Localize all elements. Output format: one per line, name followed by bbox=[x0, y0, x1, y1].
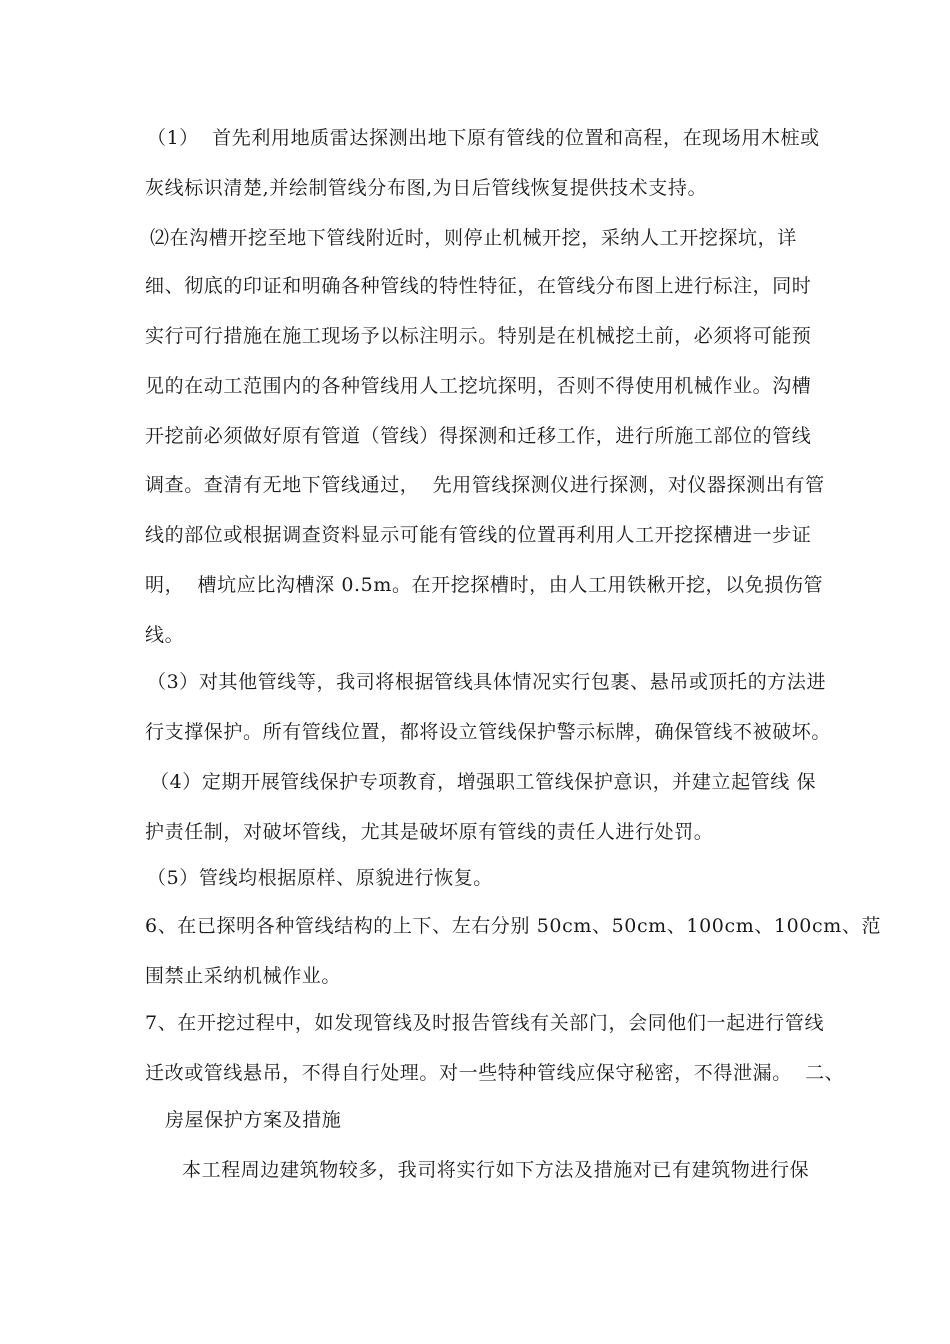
text-line-11: 线。 bbox=[145, 624, 185, 646]
text-line-2: 灰线标识清楚,并绘制管线分布图,为日后管线恢复提供技术支持。 bbox=[145, 177, 708, 199]
text-line-22: 本工程周边建筑物较多，我司将实行如下方法及措施对已有建筑物进行保 bbox=[182, 1159, 810, 1181]
text-line-6: 见的在动工范围内的各种管线用人工挖坑探明，否则不得使用机械作业。沟槽 bbox=[145, 375, 812, 397]
text-line-9: 线的部位或根据调查资料显示可能有管线的位置再利用人工开挖探槽进一步证 bbox=[145, 524, 812, 546]
text-line-19: 7、在开挖过程中，如发现管线及时报告管线有关部门，会同他们一起进行管线 bbox=[145, 1012, 825, 1034]
text-line-14: （4）定期开展管线保护专项教育，增强职工管线保护意识，并建立起管线 保 bbox=[150, 771, 817, 793]
text-line-18: 围禁止采纳机械作业。 bbox=[145, 965, 342, 987]
text-line-17: 6、在已探明各种管线结构的上下、左右分别 50cm、50cm、100cm、100cm、范 bbox=[145, 915, 882, 937]
text-line-13: 行支撑保护。所有管线位置，都将设立管线保护警示标牌，确保管线不被破坏。 bbox=[145, 721, 832, 743]
text-line-8: 调查。查清有无地下管线通过， 先用管线探测仪进行探测，对仪器探测出有管 bbox=[145, 474, 825, 496]
text-line-16: （5）管线均根据原样、原貌进行恢复。 bbox=[147, 867, 493, 889]
text-line-12: （3）对其他管线等，我司将根据管线具体情况实行包裹、悬吊或顶托的方法进 bbox=[147, 671, 827, 693]
text-line-1: （1） 首先利用地质雷达探测出地下原有管线的位置和高程，在现场用木桩或 bbox=[147, 127, 820, 149]
text-line-7: 开挖前必须做好原有管道（管线）得探测和迁移工作，进行所施工部位的管线 bbox=[145, 425, 812, 447]
text-line-10: 明， 槽坑应比沟槽深 0.5m。在开挖探槽时，由人工用铁楸开挖，以免损伤管 bbox=[145, 574, 824, 596]
text-line-5: 实行可行措施在施工现场予以标注明示。特别是在机械挖土前，必须将可能预 bbox=[145, 325, 812, 347]
text-line-3: ⑵在沟槽开挖至地下管线附近时，则停止机械开挖，采纳人工开挖探坑，详 bbox=[150, 227, 797, 249]
text-line-4: 细、彻底的印证和明确各种管线的特性特征，在管线分布图上进行标注，同时 bbox=[145, 275, 812, 297]
section-heading: 房屋保护方案及措施 bbox=[165, 1109, 342, 1131]
text-line-15: 护责任制，对破坏管线，尤其是破坏原有管线的责任人进行处罚。 bbox=[145, 821, 714, 843]
text-line-20: 迁改或管线悬吊，不得自行处理。对一些特种管线应保守秘密，不得泄漏。 二、 bbox=[145, 1062, 845, 1084]
